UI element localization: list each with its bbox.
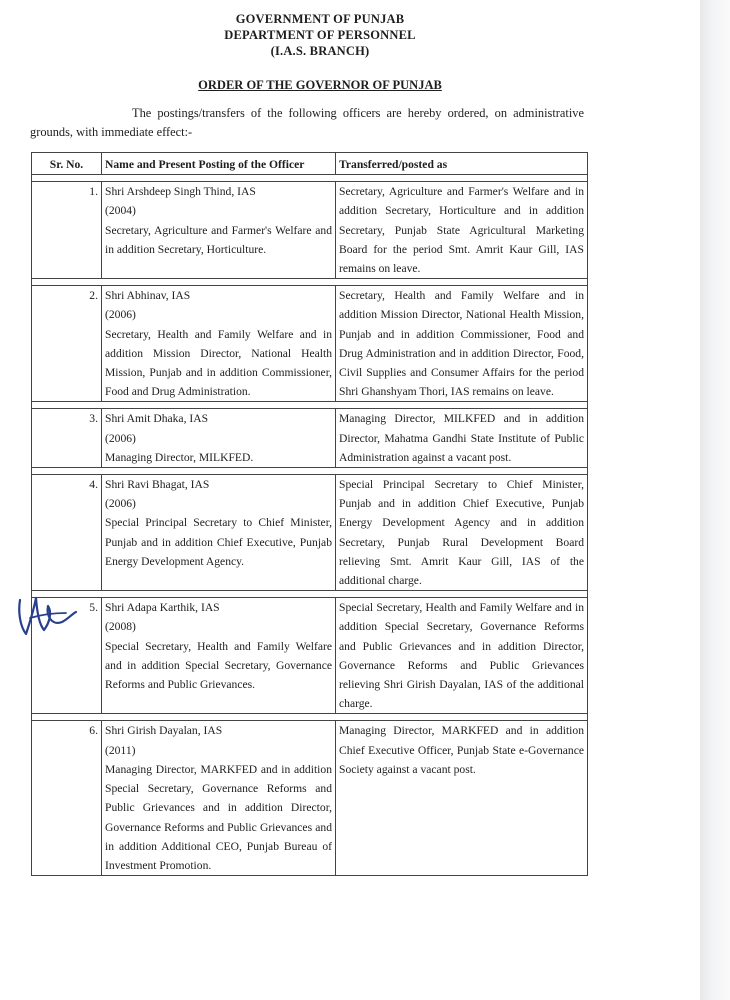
header-government: GOVERNMENT OF PUNJAB [235, 12, 405, 26]
transferred-posting: Secretary, Agriculture and Farmer's Welfare and in addition Secretary, Horticulture and in addition Secretary, Punjab State Agricultural Marketing Board for the period Smt. Amrit Kaur Gill, IAS remains on leave. [336, 182, 588, 279]
present-posting: Secretary, Agriculture and Farmer's Welfare and in addition Secretary, Horticulture. [105, 223, 332, 256]
officer-batch: (2006) [105, 497, 136, 511]
row-spacer [32, 714, 588, 721]
transferred-posting: Special Principal Secretary to Chief Minister, Punjab and in addition Chief Executive, Punjab Energy Development Agency and in addition Secretary, Punjab Rural Development Board relieving Smt. Amrit Kaur Gill, IAS of the additional charge. [336, 475, 588, 591]
row-officer [102, 182, 336, 279]
row-sr-no: 6. [32, 721, 102, 876]
row-spacer [32, 279, 588, 286]
table-row [32, 182, 588, 279]
transferred-posting: Managing Director, MARKFED and in addition Chief Executive Officer, Punjab State e-Governance Society against a vacant post. [336, 721, 588, 876]
transferred-posting: Secretary, Health and Family Welfare and in addition Mission Director, National Health Mission, Punjab and in addition Commissioner, Food and Drug Administration and in addition Director, Food, Civil Supplies and Consumer Affairs for the period Shri Ghanshyam Thori, IAS remains on leave. [336, 286, 588, 402]
officer-batch: (2008) [105, 620, 136, 634]
table-row [32, 598, 588, 714]
handwritten-initials [6, 582, 86, 652]
table-row [32, 409, 588, 468]
row-sr-no: 1. [32, 182, 102, 279]
header-department: DEPARTMENT OF PERSONNEL [224, 28, 416, 42]
present-posting: Special Secretary, Health and Family Welfare and in addition Special Secretary, Governance Reforms and Public Grievances. [105, 639, 332, 692]
row-spacer [32, 175, 588, 182]
table-row [32, 475, 588, 591]
row-officer [102, 475, 336, 591]
transferred-posting: Special Secretary, Health and Family Welfare and in addition Special Secretary, Governance Reforms and Public Grievances and in addition Director, Governance Reforms and Public Grievances relieving Shri Girish Dayalan, IAS of the additional charge. [336, 598, 588, 714]
table-header-row [32, 153, 588, 175]
order-title: ORDER OF THE GOVERNOR OF PUNJAB [198, 78, 442, 92]
row-spacer [32, 591, 588, 598]
page-edge-background [700, 0, 730, 1000]
officer-name: Shri Adapa Karthik, IAS [105, 601, 220, 615]
row-officer [102, 721, 336, 876]
officer-batch: (2011) [105, 743, 136, 757]
row-officer [102, 598, 336, 714]
present-posting: Special Principal Secretary to Chief Minister, Punjab and in addition Chief Executive, Punjab Energy Development Agency. [105, 516, 332, 568]
table-row [32, 721, 588, 876]
officer-batch: (2006) [105, 431, 136, 445]
row-officer [102, 286, 336, 402]
officer-name: Shri Arshdeep Singh Thind, IAS [105, 185, 256, 199]
present-posting: Managing Director, MARKFED and in addition Special Secretary, Governance Reforms and Public Grievances and in addition Director, Governance Reforms and Public Grievances and in addition Additional CEO, Punjab Bureau of Investment Promotion. [105, 762, 332, 872]
row-officer [102, 409, 336, 468]
row-sr-no: 3. [32, 409, 102, 468]
header-name-posting: Name and Present Posting of the Officer [102, 153, 336, 175]
table-row [32, 286, 588, 402]
officer-name: Shri Ravi Bhagat, IAS [105, 478, 210, 492]
intro-paragraph: The postings/transfers of the following officers are hereby ordered, on administrative grounds, with immediate effect:- [30, 106, 584, 139]
officer-batch: (2006) [105, 308, 136, 322]
present-posting: Managing Director, MILKFED. [105, 450, 254, 464]
row-sr-no: 2. [32, 286, 102, 402]
row-spacer [32, 468, 588, 475]
present-posting: Secretary, Health and Family Welfare and in addition Mission Director, National Health Mission, Punjab and in addition Commissioner, Food and Drug Administration. [105, 327, 332, 399]
row-sr-no: 4. [32, 475, 102, 591]
officer-batch: (2004) [105, 204, 136, 218]
officer-name: Shri Amit Dhaka, IAS [105, 412, 209, 426]
row-sr-no: 5. [32, 598, 102, 714]
header-transferred: Transferred/posted as [336, 153, 588, 175]
postings-table [31, 152, 588, 876]
officer-name: Shri Abhinav, IAS [105, 289, 191, 303]
header-branch: (I.A.S. BRANCH) [270, 44, 370, 58]
officer-name: Shri Girish Dayalan, IAS [105, 724, 223, 738]
header-sr-no: Sr. No. [32, 153, 102, 175]
transferred-posting: Managing Director, MILKFED and in addition Director, Mahatma Gandhi State Institute of Public Administration against a vacant post. [336, 409, 588, 468]
row-spacer [32, 402, 588, 409]
